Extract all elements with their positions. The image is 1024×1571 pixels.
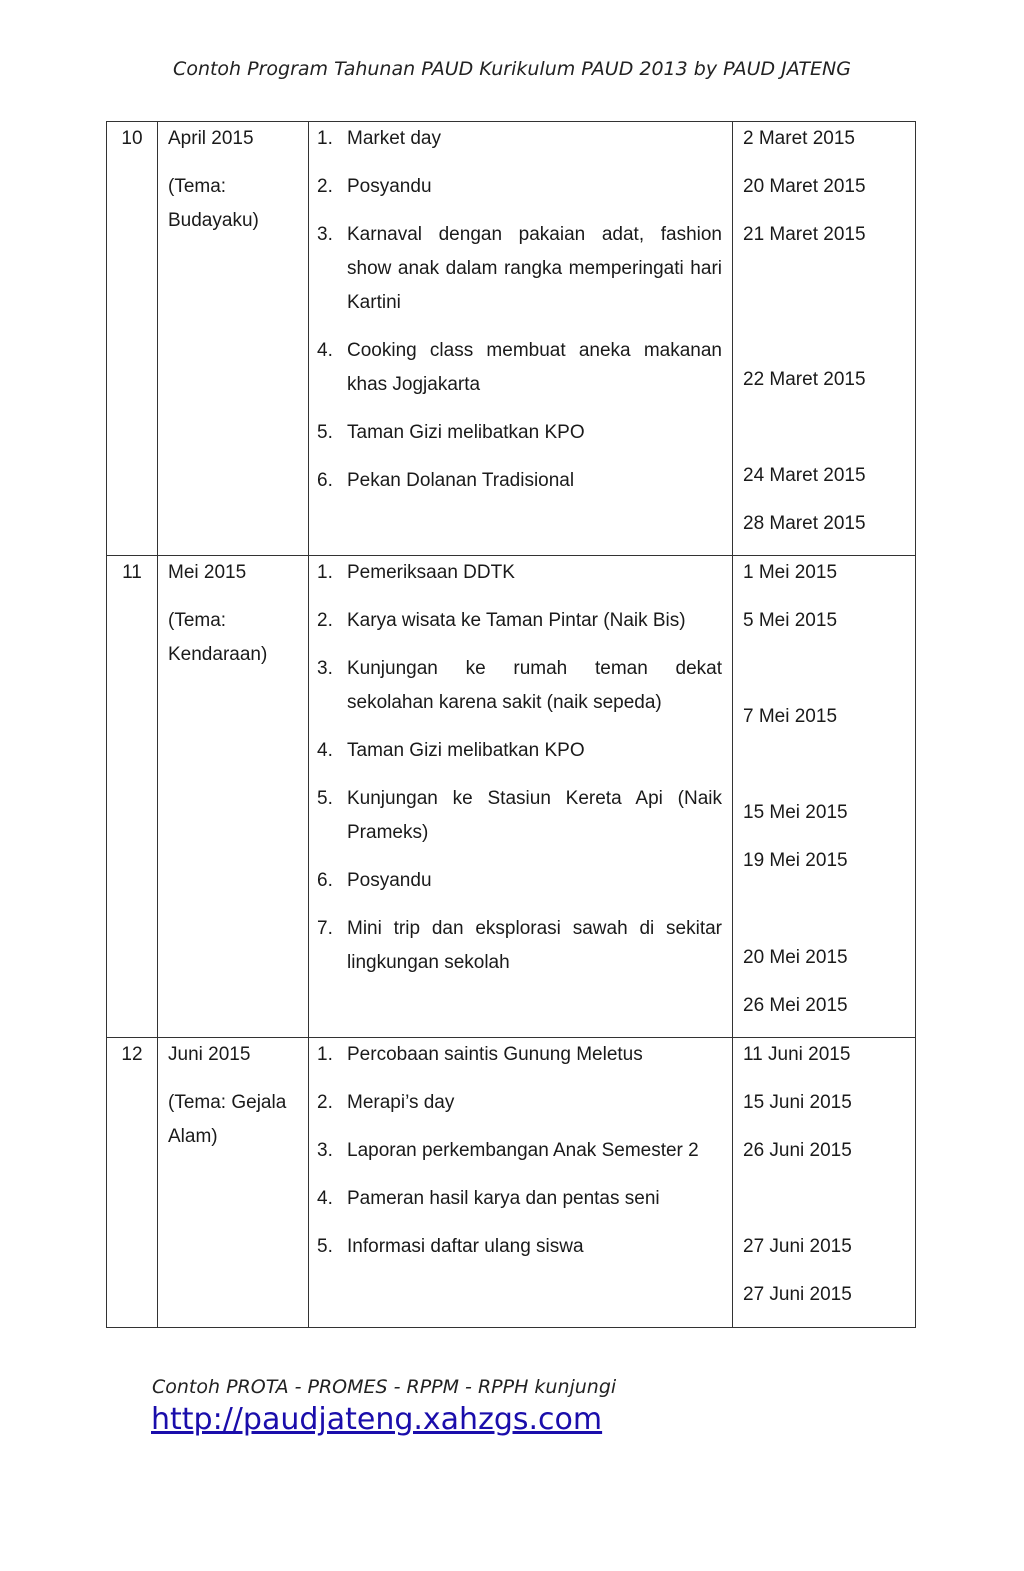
- date-item: 7 Mei 2015: [743, 706, 838, 727]
- tema-label: (Tema: Kendaraan): [168, 610, 268, 665]
- list-item: 5. Taman Gizi melibatkan KPO: [317, 422, 585, 443]
- date-item: 11 Juni 2015: [743, 1044, 851, 1065]
- date-item: 20 Mei 2015: [743, 947, 848, 968]
- program-table: [106, 121, 916, 1328]
- list-item: 1. Pemeriksaan DDTK: [317, 562, 515, 583]
- activities-cell: [309, 122, 733, 556]
- date-item: 26 Juni 2015: [743, 1140, 852, 1161]
- date-item: 22 Maret 2015: [743, 369, 866, 390]
- list-item: 5. Informasi daftar ulang siswa: [317, 1236, 584, 1257]
- list-item: 3. Kunjungan ke rumah teman dekat sekolahan karena sakit (naik sepeda): [317, 658, 722, 713]
- date-item: 20 Maret 2015: [743, 176, 866, 197]
- date-item: 5 Mei 2015: [743, 610, 838, 631]
- list-item: 1. Market day: [317, 128, 441, 149]
- date-item: 27 Juni 2015: [743, 1236, 852, 1257]
- table-row: [107, 1038, 916, 1328]
- dates-cell: [733, 1038, 916, 1328]
- activities-cell: [309, 1038, 733, 1328]
- month-cell: [158, 122, 309, 556]
- month-cell: [158, 556, 309, 1038]
- list-item: 2. Merapi’s day: [317, 1092, 455, 1113]
- list-item: 3. Karnaval dengan pakaian adat, fashion show anak dalam rangka memperingati hari Kartini: [317, 224, 722, 313]
- footer-label: Contoh PROTA - PROMES - RPPM - RPPH kunjungi: [152, 1376, 617, 1398]
- list-item: 2. Posyandu: [317, 176, 432, 197]
- footer-link[interactable]: http://paudjateng.xahzgs.com: [151, 1402, 603, 1437]
- list-item: 2. Karya wisata ke Taman Pintar (Naik Bis): [317, 610, 686, 631]
- date-item: 26 Mei 2015: [743, 995, 848, 1016]
- date-item: 2 Maret 2015: [743, 128, 855, 149]
- list-item: 7. Mini trip dan eksplorasi sawah di sekitar lingkungan sekolah: [317, 918, 722, 973]
- dates-cell: [733, 122, 916, 556]
- list-item: 3. Laporan perkembangan Anak Semester 2: [317, 1140, 699, 1161]
- activities-cell: [309, 556, 733, 1038]
- month-label: Juni 2015: [168, 1044, 251, 1065]
- list-item: 1. Percobaan saintis Gunung Meletus: [317, 1044, 643, 1065]
- dates-cell: [733, 556, 916, 1038]
- date-item: 21 Maret 2015: [743, 224, 866, 245]
- row-number: 11: [107, 556, 158, 1038]
- tema-label: (Tema: Budayaku): [168, 176, 259, 231]
- list-item: 6. Posyandu: [317, 870, 432, 891]
- list-item: 5. Kunjungan ke Stasiun Kereta Api (Naik Prameks): [317, 788, 722, 843]
- date-item: 1 Mei 2015: [743, 562, 838, 583]
- date-item: 24 Maret 2015: [743, 465, 866, 486]
- row-number: 10: [107, 122, 158, 556]
- tema-label: (Tema: Gejala Alam): [168, 1092, 287, 1147]
- list-item: 4. Pameran hasil karya dan pentas seni: [317, 1188, 660, 1209]
- date-item: 28 Maret 2015: [743, 513, 866, 534]
- month-cell: [158, 1038, 309, 1328]
- table-row: [107, 556, 916, 1038]
- list-item: 4. Taman Gizi melibatkan KPO: [317, 740, 585, 761]
- list-item: 6. Pekan Dolanan Tradisional: [317, 470, 575, 491]
- date-item: 19 Mei 2015: [743, 850, 848, 871]
- month-label: Mei 2015: [168, 562, 247, 583]
- date-item: 15 Juni 2015: [743, 1092, 852, 1113]
- list-item: 4. Cooking class membuat aneka makanan khas Jogjakarta: [317, 340, 722, 395]
- date-item: 15 Mei 2015: [743, 802, 848, 823]
- date-item: 27 Juni 2015: [743, 1284, 852, 1305]
- page-header: Contoh Program Tahunan PAUD Kurikulum PAUD 2013 by PAUD JATENG: [173, 58, 851, 80]
- month-label: April 2015: [168, 128, 254, 149]
- table-row: [107, 122, 916, 556]
- row-number: 12: [107, 1038, 158, 1328]
